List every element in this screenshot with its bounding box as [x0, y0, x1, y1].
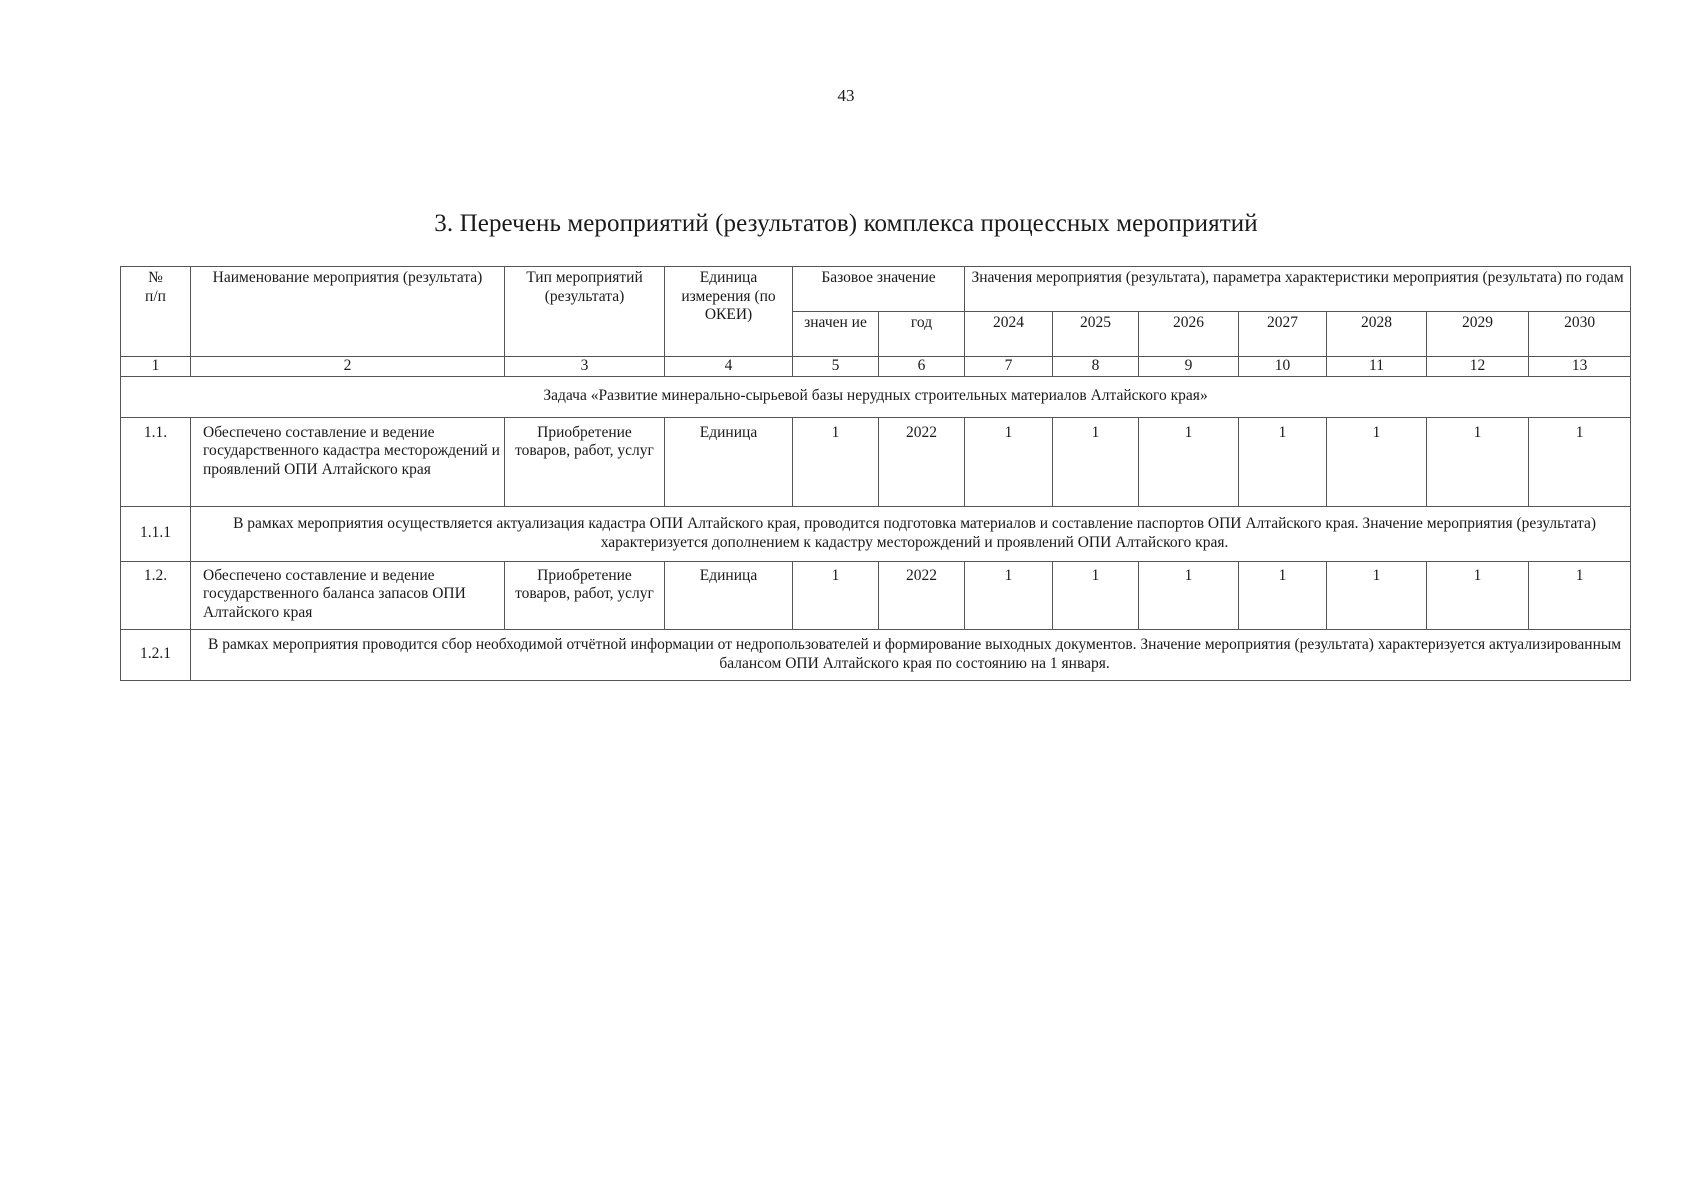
row-unit: Единица	[665, 561, 793, 629]
column-number: 2	[191, 357, 505, 377]
row-type: Приобретение товаров, работ, услуг	[505, 417, 665, 506]
page-number: 43	[837, 86, 855, 105]
column-number-row	[121, 357, 1631, 377]
row-value: 1	[965, 417, 1053, 506]
header-year: 2025	[1053, 312, 1139, 357]
column-number: 6	[879, 357, 965, 377]
row-value: 1	[1053, 417, 1139, 506]
row-num: 1.1.	[121, 417, 191, 506]
row-value: 1	[1327, 561, 1427, 629]
description-num: 1.1.1	[121, 506, 191, 561]
row-base-year: 2022	[879, 417, 965, 506]
row-name: Обеспечено составление и ведение государственного баланса запасов ОПИ Алтайского края	[191, 561, 505, 629]
header-year: 2028	[1327, 312, 1427, 357]
column-number: 12	[1427, 357, 1529, 377]
task-title: Задача «Развитие минерально-сырьевой базы нерудных строительных материалов Алтайского края»	[121, 376, 1631, 417]
column-number: 3	[505, 357, 665, 377]
row-num: 1.2.	[121, 561, 191, 629]
column-number: 8	[1053, 357, 1139, 377]
column-number: 1	[121, 357, 191, 377]
row-value: 1	[1529, 417, 1631, 506]
header-base: Базовое значение	[793, 267, 965, 312]
header-num: № п/п	[121, 267, 191, 357]
header-year: 2024	[965, 312, 1053, 357]
column-number: 13	[1529, 357, 1631, 377]
row-type: Приобретение товаров, работ, услуг	[505, 561, 665, 629]
header-year: 2026	[1139, 312, 1239, 357]
row-value: 1	[1139, 561, 1239, 629]
row-unit: Единица	[665, 417, 793, 506]
column-number: 10	[1239, 357, 1327, 377]
description-num: 1.2.1	[121, 629, 191, 680]
row-base-year: 2022	[879, 561, 965, 629]
description-row	[121, 506, 1631, 561]
description-text: В рамках мероприятия проводится сбор необходимой отчётной информации от недропользователей и формирование выходных документов. Значение мероприятия (результата) характеризуется актуализированным балансом ОПИ Алтайского края по состоянию на 1 января.	[191, 629, 1631, 680]
column-number: 4	[665, 357, 793, 377]
header-year: 2030	[1529, 312, 1631, 357]
row-value: 1	[1053, 561, 1139, 629]
description-row	[121, 629, 1631, 680]
header-name: Наименование мероприятия (результата)	[191, 267, 505, 357]
row-value: 1	[1327, 417, 1427, 506]
table-row	[121, 561, 1631, 629]
header-base-year: год	[879, 312, 965, 357]
row-base-value: 1	[793, 561, 879, 629]
header-row	[121, 267, 1631, 312]
header-values-by-year: Значения мероприятия (результата), параметра характеристики мероприятия (результата) по годам	[965, 267, 1631, 312]
column-number: 11	[1327, 357, 1427, 377]
table-row	[121, 417, 1631, 506]
header-base-value: значен ие	[793, 312, 879, 357]
header-type: Тип мероприятий (результата)	[505, 267, 665, 357]
column-number: 5	[793, 357, 879, 377]
header-year: 2029	[1427, 312, 1529, 357]
row-value: 1	[1239, 417, 1327, 506]
row-value: 1	[1427, 417, 1529, 506]
header-year: 2027	[1239, 312, 1327, 357]
row-base-value: 1	[793, 417, 879, 506]
row-name: Обеспечено составление и ведение государственного кадастра месторождений и проявлений ОПИ Алтайского края	[191, 417, 505, 506]
row-value: 1	[965, 561, 1053, 629]
description-text: В рамках мероприятия осуществляется актуализация кадастра ОПИ Алтайского края, проводится подготовка материалов и составление паспортов ОПИ Алтайского края. Значение мероприятия (результата) характеризуется дополнением к кадастру месторождений и проявлений ОПИ Алтайского края.	[191, 506, 1631, 561]
row-value: 1	[1529, 561, 1631, 629]
row-value: 1	[1239, 561, 1327, 629]
page-title: 3. Перечень мероприятий (результатов) комплекса процессных мероприятий	[434, 210, 1258, 237]
column-number: 7	[965, 357, 1053, 377]
task-row	[121, 376, 1631, 417]
row-value: 1	[1427, 561, 1529, 629]
header-unit: Единица измерения (по ОКЕИ)	[665, 267, 793, 357]
column-number: 9	[1139, 357, 1239, 377]
row-value: 1	[1139, 417, 1239, 506]
measures-table	[120, 266, 1631, 681]
